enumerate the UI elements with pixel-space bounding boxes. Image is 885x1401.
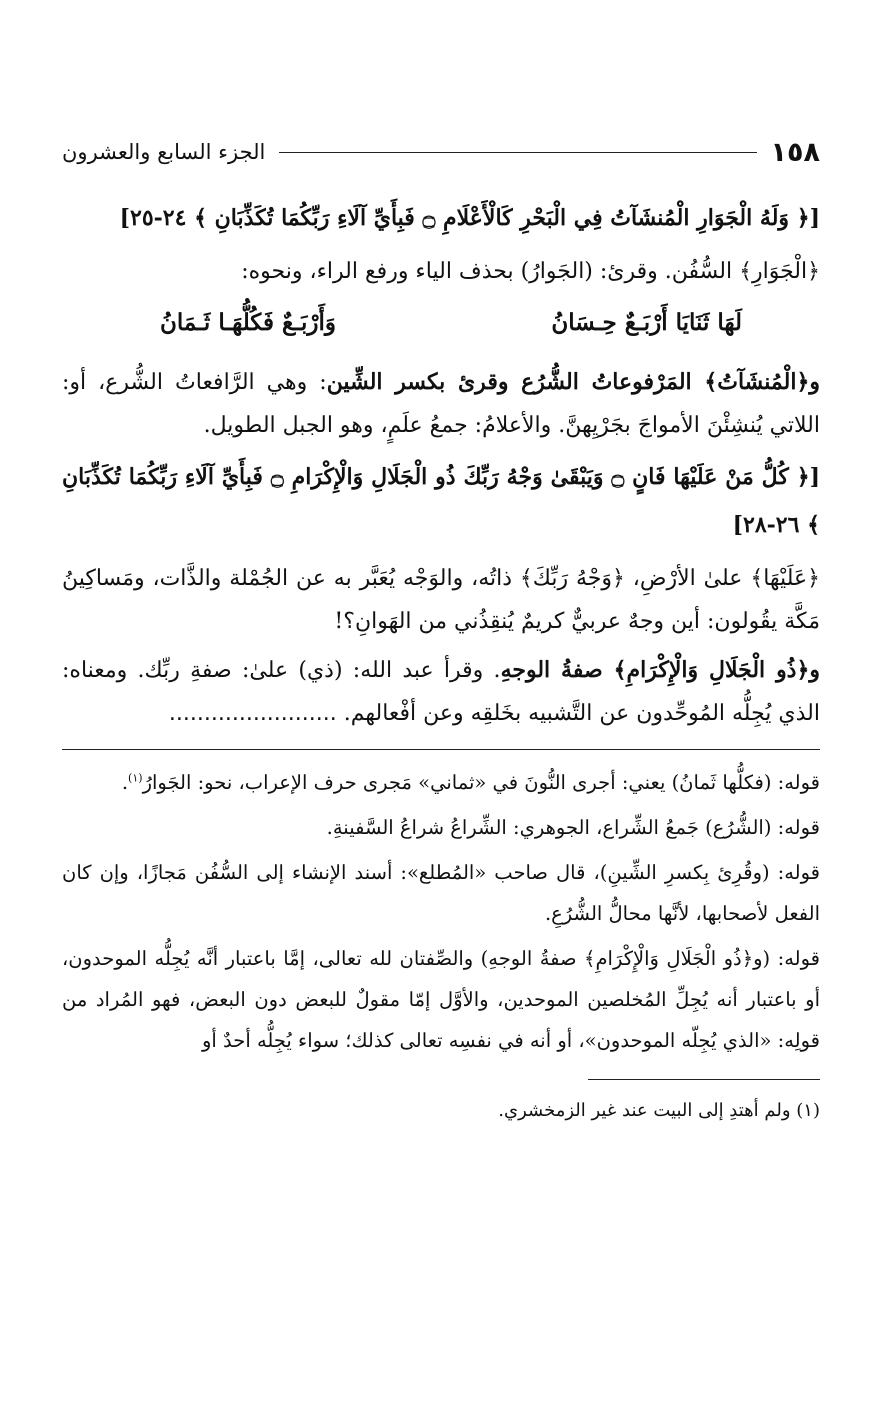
- tafsir-paragraph-munshaat: [62, 361, 820, 447]
- poem-hemistich-left: وَأَرْبَـعٌ فَكُلُّهَـا ثَـمَانُ: [160, 309, 336, 336]
- paragraph-lead: و﴿الْمُنشَآتُ﴾ المَرْفوعاتُ الشُّرُع وقرئ بكسر الشِّين: [326, 369, 820, 395]
- footnote-divider: [588, 1079, 820, 1080]
- paragraph-text: . وقرأ عبد الله: (ذي) علىٰ: صفةِ ربِّك. ومعناه: الذي يُجِلُّه المُوحِّدون عن التَّشبيه بخَلقِه وعن أفْعالهم.: [62, 658, 820, 726]
- commentary-item: [62, 762, 820, 803]
- poem-verse: [62, 299, 820, 347]
- footnote: (١) ولم أهتدِ إلى البيت عند غير الزمخشري.: [498, 1100, 820, 1121]
- running-title: الجزء السابع والعشرون: [62, 140, 266, 164]
- header-rule: [279, 152, 756, 153]
- commentary-section: [62, 762, 820, 1061]
- poem-hemistich-right: لَهَا ثَنَايَا أَرْبَـعٌ حِـسَانُ: [551, 309, 742, 336]
- commentary-divider: [62, 749, 820, 750]
- commentary-item: قوله: (وقُرِئ بِكسرِ الشِّينِ)، قال صاحب «المُطلع»: أسند الإنشاء إلى السُّفُن مَجازًا، وإن كان الفعل لأصحابها، لأنَّها محالُّ الشُّرُعِ.: [62, 861, 820, 925]
- paragraph-lead: و﴿ذُو الْجَلَالِ وَالْإِكْرَامِ﴾ صفةُ الوجهِ: [500, 657, 820, 683]
- book-page: [62, 126, 820, 1128]
- tafsir-paragraph-jawar: ﴿الْجَوَارِ﴾ السُّفُن. وقرئ: (الجَوارُ) بحذف الياء ورفع الراء، ونحوه:: [241, 259, 820, 284]
- dot-leader: ........................: [168, 701, 337, 726]
- page-header: [62, 126, 820, 178]
- tafsir-paragraph-jalal: [62, 649, 820, 735]
- page-number: ١٥٨: [770, 136, 820, 168]
- commentary-text-end: .: [121, 771, 129, 794]
- footnote-reference: (١): [128, 771, 143, 785]
- commentary-item: قوله: (الشُّرُع) جَمعُ الشِّراع، الجوهري: الشِّراعُ شراعُ السَّفينةِ.: [326, 816, 820, 839]
- paragraph-text: : وهي الرَّافعاتُ الشُّرع، أو: اللاتي يُنشِئْنَ الأمواجَ بجَرْيِهنَّ. والأعلامُ: جمعُ علَمٍ، وهو الجبل الطويل.: [62, 370, 820, 438]
- tafsir-paragraph-wajh: ﴿عَلَيْهَا﴾ علىٰ الأرْضِ، ﴿وَجْهُ رَبِّكَ﴾ ذاتُه، والوَجْه يُعَبَّر به عن الجُمْلة والذَّات، ومَساكِينُ مَكَّة يقُولون: أين وجهٌ عربيٌّ كريمٌ يُنقِذُني من الهَوانِ؟!: [62, 566, 820, 634]
- quran-verse-26-28: [﴿ كُلُّ مَنْ عَلَيْهَا فَانٍ ۝ وَيَبْقَىٰ وَجْهُ رَبِّكَ ذُو الْجَلَالِ وَالْإِكْرَامِ ۝ فَبِأَيِّ آلَاءِ رَبِّكُمَا تُكَذِّبَانِ ﴾ ٢٦-٢٨]: [62, 464, 820, 538]
- commentary-item: قوله: (و﴿ذُو الْجَلَالِ وَالْإِكْرَامِ﴾ صفةُ الوجهِ) والصِّفتان لله تعالى، إمَّا باعتبار أنَّه يُجِلُّه الموحدون، أو باعتبار أنه يُجِلِّ المُخلصين الموحدين، والأوَّل إمّا مقولٌ للبعض دون البعض، فهو المُراد من قولِه: «الذي يُجِلّه الموحدون»، أو أنه في نفسِه تعالى كذلك؛ سواء يُجِلُّه أحدٌ أو: [62, 947, 820, 1052]
- main-text: [62, 194, 820, 735]
- quran-verse-24-25: [﴿ وَلَهُ الْجَوَارِ الْمُنشَآتُ فِي الْبَحْرِ كَالْأَعْلَامِ ۝ فَبِأَيِّ آلَاءِ رَبِّكُمَا تُكَذِّبَانِ ﴾ ٢٤-٢٥]: [119, 205, 820, 231]
- commentary-text: قوله: (فكلُّها ثَمانُ) يعني: أجرى النُّونَ في «ثماني» مَجرى حرف الإعراب، نحو: الجَوارُ: [142, 771, 820, 794]
